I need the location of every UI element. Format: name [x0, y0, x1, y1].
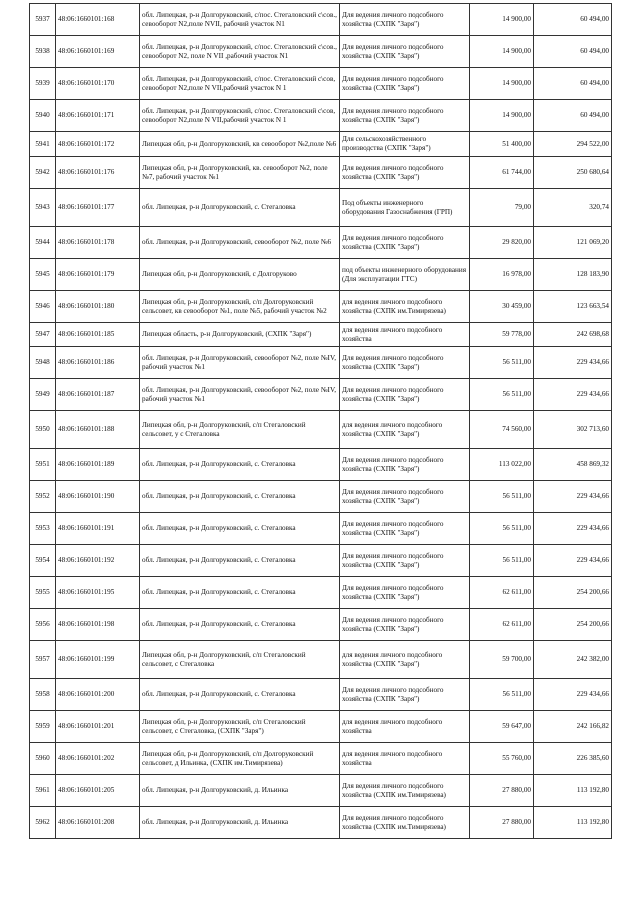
- land-use-cell: для ведения личного подсобного хозяйства: [340, 711, 470, 743]
- land-use-cell: Для ведения личного подсобного хозяйства (СХПК "Заря"): [340, 100, 470, 132]
- cadastral-number-cell: 48:06:1660101:195: [56, 577, 140, 609]
- address-cell: обл. Липецкая, р-н Долгоруковский, севооборот №2, поле №6: [140, 227, 340, 259]
- cadastral-number-cell: 48:06:1660101:192: [56, 545, 140, 577]
- cadastral-value-cell: 294 522,00: [534, 132, 612, 157]
- cadastral-value-cell: 250 680,64: [534, 157, 612, 189]
- cadastral-number-cell: 48:06:1660101:205: [56, 775, 140, 807]
- cadastral-number-cell: 48:06:1660101:208: [56, 807, 140, 839]
- cadastral-number-cell: 48:06:1660101:201: [56, 711, 140, 743]
- land-use-cell: Для ведения личного подсобного хозяйства (СХПК "Заря"): [340, 36, 470, 68]
- area-cell: 61 744,00: [470, 157, 534, 189]
- address-cell: обл. Липецкая, р-н Долгоруковский, с. Стегаловка: [140, 513, 340, 545]
- land-plots-table: [29, 3, 612, 839]
- cadastral-value-cell: 113 192,80: [534, 807, 612, 839]
- area-cell: 59 700,00: [470, 641, 534, 679]
- cadastral-value-cell: 113 192,80: [534, 775, 612, 807]
- land-use-cell: Для ведения личного подсобного хозяйства (СХПК им.Тимирязева): [340, 807, 470, 839]
- row-number-cell: 5956: [30, 609, 56, 641]
- table-row: [30, 641, 612, 679]
- land-use-cell: Для ведения личного подсобного хозяйства (СХПК "Заря"): [340, 513, 470, 545]
- table-row: [30, 481, 612, 513]
- row-number-cell: 5946: [30, 291, 56, 323]
- cadastral-number-cell: 48:06:1660101:190: [56, 481, 140, 513]
- land-use-cell: Для ведения личного подсобного хозяйства (СХПК "Заря"): [340, 609, 470, 641]
- table-row: [30, 259, 612, 291]
- area-cell: 30 459,00: [470, 291, 534, 323]
- cadastral-number-cell: 48:06:1660101:185: [56, 323, 140, 347]
- table-row: [30, 132, 612, 157]
- area-cell: 27 880,00: [470, 775, 534, 807]
- cadastral-value-cell: 254 200,66: [534, 609, 612, 641]
- cadastral-number-cell: 48:06:1660101:198: [56, 609, 140, 641]
- area-cell: 79,00: [470, 189, 534, 227]
- cadastral-value-cell: 226 385,60: [534, 743, 612, 775]
- table-body: [30, 4, 612, 839]
- area-cell: 56 511,00: [470, 513, 534, 545]
- row-number-cell: 5955: [30, 577, 56, 609]
- land-use-cell: Для сельскохозяйственного производства (СХПК "Заря"): [340, 132, 470, 157]
- row-number-cell: 5941: [30, 132, 56, 157]
- row-number-cell: 5948: [30, 347, 56, 379]
- cadastral-value-cell: 254 200,66: [534, 577, 612, 609]
- address-cell: Липецкая область, р-н Долгоруковский, (СХПК "Заря"): [140, 323, 340, 347]
- cadastral-number-cell: 48:06:1660101:180: [56, 291, 140, 323]
- cadastral-value-cell: 60 494,00: [534, 4, 612, 36]
- cadastral-value-cell: 229 434,66: [534, 481, 612, 513]
- cadastral-value-cell: 242 166,82: [534, 711, 612, 743]
- cadastral-number-cell: 48:06:1660101:187: [56, 379, 140, 411]
- cadastral-number-cell: 48:06:1660101:200: [56, 679, 140, 711]
- address-cell: обл. Липецкая, р-н Долгоруковский, д. Ильинка: [140, 807, 340, 839]
- land-use-cell: Для ведения личного подсобного хозяйства (СХПК "Заря"): [340, 227, 470, 259]
- land-use-cell: для ведения личного подсобного хозяйства (СХПК им.Тимирязева): [340, 291, 470, 323]
- cadastral-value-cell: 320,74: [534, 189, 612, 227]
- table-row: [30, 189, 612, 227]
- area-cell: 14 900,00: [470, 4, 534, 36]
- cadastral-number-cell: 48:06:1660101:179: [56, 259, 140, 291]
- area-cell: 14 900,00: [470, 68, 534, 100]
- address-cell: обл. Липецкая, р-н Долгоруковский, с. Стегаловка: [140, 577, 340, 609]
- row-number-cell: 5937: [30, 4, 56, 36]
- address-cell: Липецкая обл, р-н Долгоруковский, кв севооборот №2,поле №6: [140, 132, 340, 157]
- cadastral-number-cell: 48:06:1660101:202: [56, 743, 140, 775]
- cadastral-number-cell: 48:06:1660101:188: [56, 411, 140, 449]
- address-cell: обл. Липецкая, р-н Долгоруковский, д. Ильинка: [140, 775, 340, 807]
- row-number-cell: 5957: [30, 641, 56, 679]
- area-cell: 56 511,00: [470, 481, 534, 513]
- area-cell: 51 400,00: [470, 132, 534, 157]
- row-number-cell: 5940: [30, 100, 56, 132]
- area-cell: 59 778,00: [470, 323, 534, 347]
- area-cell: 62 611,00: [470, 609, 534, 641]
- row-number-cell: 5962: [30, 807, 56, 839]
- area-cell: 14 900,00: [470, 100, 534, 132]
- cadastral-value-cell: 121 069,20: [534, 227, 612, 259]
- cadastral-number-cell: 48:06:1660101:177: [56, 189, 140, 227]
- table-row: [30, 679, 612, 711]
- area-cell: 16 978,00: [470, 259, 534, 291]
- land-use-cell: Для ведения личного подсобного хозяйства (СХПК "Заря"): [340, 379, 470, 411]
- land-use-cell: Для ведения личного подсобного хозяйства (СХПК "Заря"): [340, 577, 470, 609]
- table-row: [30, 545, 612, 577]
- land-use-cell: для ведения личного подсобного хозяйства (СХПК "Заря"): [340, 641, 470, 679]
- address-cell: Липецкая обл, р-н Долгоруковский, с/п Стегаловский сельсовет, с Стегаловка: [140, 641, 340, 679]
- cadastral-value-cell: 242 698,68: [534, 323, 612, 347]
- land-use-cell: Для ведения личного подсобного хозяйства (СХПК "Заря"): [340, 545, 470, 577]
- table-row: [30, 4, 612, 36]
- cadastral-number-cell: 48:06:1660101:170: [56, 68, 140, 100]
- area-cell: 74 560,00: [470, 411, 534, 449]
- cadastral-value-cell: 60 494,00: [534, 100, 612, 132]
- table-row: [30, 291, 612, 323]
- area-cell: 59 647,00: [470, 711, 534, 743]
- table-row: [30, 100, 612, 132]
- address-cell: Липецкая обл, р-н Долгоруковский, кв. севооборот №2, поле №7, рабочий участок №1: [140, 157, 340, 189]
- cadastral-value-cell: 302 713,60: [534, 411, 612, 449]
- table-row: [30, 157, 612, 189]
- cadastral-number-cell: 48:06:1660101:168: [56, 4, 140, 36]
- land-use-cell: для ведения личного подсобного хозяйства: [340, 743, 470, 775]
- address-cell: обл. Липецкая, р-н Долгоруковский, севооборот №2, поле №IV, рабочий участок №1: [140, 379, 340, 411]
- address-cell: Липецкая обл, р-н Долгоруковский, с/п Стегаловский сельсовет, с Стегаловка, (СХПК "Заря"): [140, 711, 340, 743]
- cadastral-value-cell: 229 434,66: [534, 379, 612, 411]
- row-number-cell: 5939: [30, 68, 56, 100]
- land-use-cell: Для ведения личного подсобного хозяйства (СХПК им.Тимирязева): [340, 775, 470, 807]
- row-number-cell: 5953: [30, 513, 56, 545]
- table-row: [30, 609, 612, 641]
- land-use-cell: Для ведения личного подсобного хозяйства (СХПК "Заря"): [340, 4, 470, 36]
- row-number-cell: 5945: [30, 259, 56, 291]
- area-cell: 56 511,00: [470, 347, 534, 379]
- cadastral-number-cell: 48:06:1660101:186: [56, 347, 140, 379]
- area-cell: 55 760,00: [470, 743, 534, 775]
- table-row: [30, 513, 612, 545]
- cadastral-number-cell: 48:06:1660101:172: [56, 132, 140, 157]
- area-cell: 62 611,00: [470, 577, 534, 609]
- land-use-cell: Для ведения личного подсобного хозяйства (СХПК "Заря"): [340, 481, 470, 513]
- table-row: [30, 36, 612, 68]
- address-cell: Липецкая обл, р-н Долгоруковский, с/п Долгоруковский сельсовет, кв севооборот №1, поле №5, рабочий участок №2: [140, 291, 340, 323]
- area-cell: 56 511,00: [470, 379, 534, 411]
- table-row: [30, 449, 612, 481]
- cadastral-value-cell: 128 183,90: [534, 259, 612, 291]
- area-cell: 27 880,00: [470, 807, 534, 839]
- cadastral-number-cell: 48:06:1660101:199: [56, 641, 140, 679]
- address-cell: обл. Липецкая, р-н Долгоруковский, севооборот №2, поле №IV, рабочий участок №1: [140, 347, 340, 379]
- area-cell: 29 820,00: [470, 227, 534, 259]
- address-cell: обл. Липецкая, р-н Долгоруковский, с. Стегаловка: [140, 545, 340, 577]
- cadastral-value-cell: 229 434,66: [534, 347, 612, 379]
- cadastral-number-cell: 48:06:1660101:171: [56, 100, 140, 132]
- address-cell: обл. Липецкая, р-н Долгоруковский, с. Стегаловка: [140, 609, 340, 641]
- area-cell: 113 022,00: [470, 449, 534, 481]
- address-cell: обл. Липецкая, р-н Долгоруковский, с/пос. Стегаловский с\сов., севооборот N2,поле NVII, рабочий участок N1: [140, 4, 340, 36]
- row-number-cell: 5950: [30, 411, 56, 449]
- land-use-cell: Для ведения личного подсобного хозяйства (СХПК "Заря"): [340, 157, 470, 189]
- table-row: [30, 577, 612, 609]
- row-number-cell: 5961: [30, 775, 56, 807]
- address-cell: обл. Липецкая, р-н Долгоруковский, с. Стегаловка: [140, 679, 340, 711]
- table-row: [30, 323, 612, 347]
- cadastral-number-cell: 48:06:1660101:191: [56, 513, 140, 545]
- table-row: [30, 711, 612, 743]
- cadastral-value-cell: 229 434,66: [534, 513, 612, 545]
- row-number-cell: 5959: [30, 711, 56, 743]
- cadastral-value-cell: 229 434,66: [534, 679, 612, 711]
- cadastral-number-cell: 48:06:1660101:189: [56, 449, 140, 481]
- address-cell: Липецкая обл, р-н Долгоруковский, с/п Долгоруковский сельсовет, д Ильинка, (СХПК им.Тимирязева): [140, 743, 340, 775]
- address-cell: обл. Липецкая, р-н Долгоруковский, с. Стегаловка: [140, 481, 340, 513]
- row-number-cell: 5947: [30, 323, 56, 347]
- land-use-cell: Для ведения личного подсобного хозяйства (СХПК "Заря"): [340, 347, 470, 379]
- row-number-cell: 5958: [30, 679, 56, 711]
- cadastral-number-cell: 48:06:1660101:169: [56, 36, 140, 68]
- land-use-cell: Для ведения личного подсобного хозяйства (СХПК "Заря"): [340, 68, 470, 100]
- land-use-cell: Под объекты инженерного оборудования Газоснабжения (ГРП): [340, 189, 470, 227]
- address-cell: обл. Липецкая, р-н Долгоруковский, с. Стегаловка: [140, 189, 340, 227]
- table-row: [30, 807, 612, 839]
- table-row: [30, 743, 612, 775]
- row-number-cell: 5952: [30, 481, 56, 513]
- area-cell: 14 900,00: [470, 36, 534, 68]
- cadastral-value-cell: 60 494,00: [534, 36, 612, 68]
- table-row: [30, 411, 612, 449]
- cadastral-value-cell: 242 382,00: [534, 641, 612, 679]
- cadastral-value-cell: 458 869,32: [534, 449, 612, 481]
- land-use-cell: Для ведения личного подсобного хозяйства (СХПК "Заря"): [340, 449, 470, 481]
- table-row: [30, 379, 612, 411]
- row-number-cell: 5943: [30, 189, 56, 227]
- table-row: [30, 227, 612, 259]
- cadastral-value-cell: 123 663,54: [534, 291, 612, 323]
- cadastral-value-cell: 60 494,00: [534, 68, 612, 100]
- row-number-cell: 5954: [30, 545, 56, 577]
- table-row: [30, 68, 612, 100]
- row-number-cell: 5951: [30, 449, 56, 481]
- address-cell: обл. Липецкая, р-н Долгоруковский, с/пос. Стегаловский с\сов, севооборот N2,поле N VII,рабочий участок N 1: [140, 68, 340, 100]
- table-row: [30, 775, 612, 807]
- cadastral-number-cell: 48:06:1660101:176: [56, 157, 140, 189]
- row-number-cell: 5949: [30, 379, 56, 411]
- address-cell: обл. Липецкая, р-н Долгоруковский, с/пос. Стегаловский с\сов., севооборот N2, поле N VII ,рабочий участок N1: [140, 36, 340, 68]
- cadastral-number-cell: 48:06:1660101:178: [56, 227, 140, 259]
- address-cell: обл. Липецкая, р-н Долгоруковский, с/пос. Стегаловский с\сов, севооборот N2,поле N VII,рабочий участок N 1: [140, 100, 340, 132]
- table-row: [30, 347, 612, 379]
- row-number-cell: 5938: [30, 36, 56, 68]
- row-number-cell: 5942: [30, 157, 56, 189]
- land-use-cell: Для ведения личного подсобного хозяйства (СХПК "Заря"): [340, 679, 470, 711]
- land-use-cell: для ведения личного подсобного хозяйства: [340, 323, 470, 347]
- land-use-cell: для ведения личного подсобного хозяйства (СХПК "Заря"): [340, 411, 470, 449]
- cadastral-value-cell: 229 434,66: [534, 545, 612, 577]
- area-cell: 56 511,00: [470, 679, 534, 711]
- land-use-cell: под объекты инженерного оборудования (Для эксплуатации ГТС): [340, 259, 470, 291]
- address-cell: Липецкая обл, р-н Долгоруковский, с/п Стегаловский сельсовет, у с Стегаловка: [140, 411, 340, 449]
- row-number-cell: 5960: [30, 743, 56, 775]
- row-number-cell: 5944: [30, 227, 56, 259]
- area-cell: 56 511,00: [470, 545, 534, 577]
- address-cell: Липецкая обл, р-н Долгоруковский, с Долгоруково: [140, 259, 340, 291]
- address-cell: обл. Липецкая, р-н Долгоруковский, с. Стегаловка: [140, 449, 340, 481]
